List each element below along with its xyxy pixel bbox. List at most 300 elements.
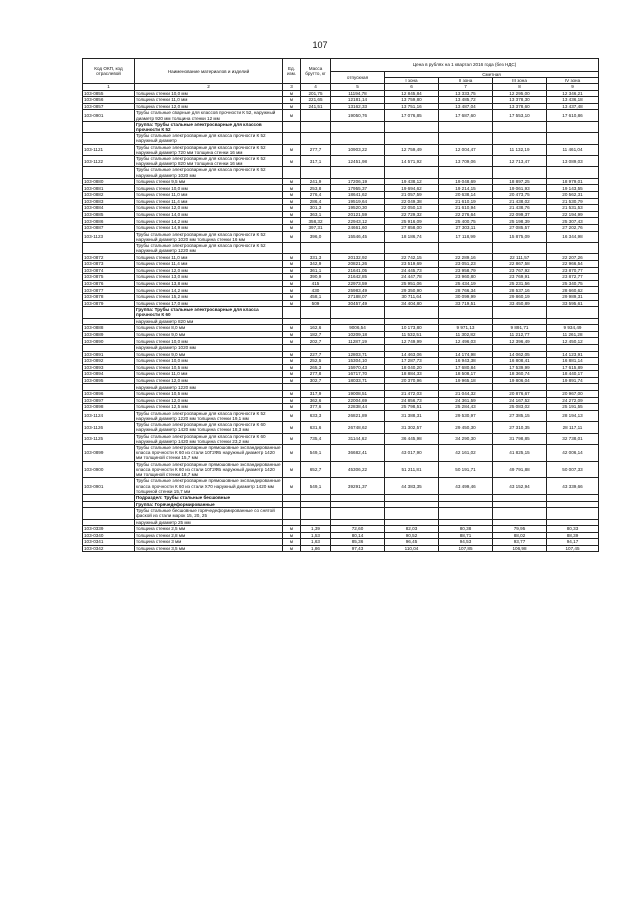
cell-mass: 241,9: [301, 178, 331, 185]
cell-rel: 21642,85: [331, 274, 385, 281]
cell-z4: 32 738,01: [547, 433, 599, 444]
cell-z3: 12 396,49: [493, 338, 547, 345]
cell-z2: 25 284,43: [439, 404, 493, 411]
cell-name: толщина стенки 2,8 мм: [135, 532, 283, 539]
cell-name: толщина стенки 14,0 мм: [135, 211, 283, 218]
cell-unit: м: [283, 144, 301, 155]
cell-rel: 97,43: [331, 545, 385, 552]
cell-rel: 21641,05: [331, 267, 385, 274]
cell-z3: 25 231,56: [493, 280, 547, 287]
cell-rel: 18033,71: [331, 377, 385, 384]
cell-rel: 80,14: [331, 532, 385, 539]
cell-z4: 43 339,66: [547, 478, 599, 495]
cell-mass: 317,9: [301, 391, 331, 398]
price-table: [82, 58, 599, 552]
cell-unit: м: [283, 539, 301, 546]
cell-z1: 10 173,80: [385, 325, 439, 332]
cell-rel: 9006,54: [331, 325, 385, 332]
cell-z3: 23 767,92: [493, 267, 547, 274]
cell-rel: 11194,78: [331, 90, 385, 97]
cell-unit: м: [283, 185, 301, 192]
cell-name: толщина стенки 10,0 мм: [135, 338, 283, 345]
cell-z2: [439, 242, 493, 253]
cell-z4: 22 966,54: [547, 260, 599, 267]
cell-z4: [547, 133, 599, 144]
cell-code: 103-1124: [83, 410, 135, 421]
cell-z4: 13 089,03: [547, 156, 599, 167]
cell-name: толщина стенки 2,5 мм: [135, 526, 283, 533]
cell-name: толщина стенки 8,0 мм: [135, 325, 283, 332]
cell-z3: 17 539,99: [493, 364, 547, 371]
cell-z1: 25 916,09: [385, 218, 439, 225]
cell-name: толщина стенки 14,2 мм: [135, 218, 283, 225]
cell-z4: 13 436,18: [547, 97, 599, 104]
cell-z2: 94,53: [439, 539, 493, 546]
cell-z4: 107,45: [547, 545, 599, 552]
cell-mass: 509: [301, 300, 331, 307]
cell-unit: м: [283, 178, 301, 185]
cell-mass: 430: [301, 287, 331, 294]
cell-z3: 25 083,02: [493, 404, 547, 411]
cell-code: 103-0893: [83, 364, 135, 371]
cell-z3: [493, 318, 547, 325]
cell-z3: 18 897,25: [493, 178, 547, 185]
cell-mass: 735,4: [301, 433, 331, 444]
cell-unit: м: [283, 110, 301, 121]
cell-code: 103-0342: [83, 545, 135, 552]
table-row: [83, 539, 599, 546]
cell-rel: [331, 121, 385, 132]
cell-name: толщина стенки 17,0 мм: [135, 300, 283, 307]
cell-rel: [331, 508, 385, 519]
cell-z3: 17 553,10: [493, 110, 547, 121]
group-row: [83, 121, 599, 132]
cell-code: 103-0855: [83, 90, 135, 97]
cell-code: [83, 242, 135, 253]
cell-code: [83, 307, 135, 318]
table-row: [83, 254, 599, 261]
cell-name: толщина стенки 10,0 мм: [135, 358, 283, 365]
cell-code: 103-0892: [83, 358, 135, 365]
table-row: [83, 231, 599, 242]
cell-unit: м: [283, 192, 301, 199]
header-code: Код ОКП, код отраслевой: [83, 59, 135, 84]
cell-z4: [547, 344, 599, 351]
cell-z3: 27 310,35: [493, 422, 547, 433]
cell-z4: 16 344,98: [547, 231, 599, 242]
cell-rel: [331, 242, 385, 253]
cell-rel: [331, 519, 385, 526]
cell-z2: 27 303,11: [439, 224, 493, 231]
cell-name: Подраздел: Трубы стальные бесшовные: [135, 494, 283, 501]
cell-mass: 302,7: [301, 377, 331, 384]
cell-z2: 25 400,75: [439, 218, 493, 225]
cell-z4: 28 194,13: [547, 410, 599, 421]
cell-z1: 51 211,81: [385, 461, 439, 478]
cell-mass: 1,63: [301, 539, 331, 546]
cell-mass: [301, 384, 331, 391]
cell-z1: 34 404,80: [385, 300, 439, 307]
cell-name: толщина стенки 12,0 мм: [135, 267, 283, 274]
cell-unit: [283, 344, 301, 351]
cell-name: Трубы стальные электросварные для класса прочности К 60 наружный диаметр 1420 мм толщина стенки 23,2 мм: [135, 433, 283, 444]
cell-unit: [283, 167, 301, 178]
table-row: [83, 526, 599, 533]
table-row: [83, 532, 599, 539]
cell-mass: 361,1: [301, 267, 331, 274]
cell-z2: 29 450,30: [439, 422, 493, 433]
table-row: [83, 224, 599, 231]
cell-z2: 18 508,17: [439, 371, 493, 378]
cell-code: 103-0874: [83, 267, 135, 274]
cell-z4: [547, 167, 599, 178]
cell-unit: [283, 133, 301, 144]
cell-code: 103-0339: [83, 526, 135, 533]
cell-z3: [493, 242, 547, 253]
cell-rel: 26748,62: [331, 422, 385, 433]
cell-code: [83, 167, 135, 178]
cell-z2: 13 487,04: [439, 103, 493, 110]
header-name: Наименование материалов и изделий: [135, 59, 283, 84]
cell-z2: [439, 508, 493, 519]
cell-z2: [439, 318, 493, 325]
cell-unit: м: [283, 526, 301, 533]
cell-z2: 21 610,19: [439, 198, 493, 205]
cell-z3: [493, 121, 547, 132]
cell-mass: 549,1: [301, 478, 331, 495]
cell-code: 103-0873: [83, 260, 135, 267]
cell-z2: [439, 501, 493, 508]
cell-z3: 41 825,15: [493, 445, 547, 462]
cell-z4: 9 934,49: [547, 325, 599, 332]
table-row: [83, 410, 599, 421]
cell-z4: 42 006,14: [547, 445, 599, 462]
cell-mass: [301, 508, 331, 519]
cell-z3: [493, 133, 547, 144]
cell-code: 103-1121: [83, 144, 135, 155]
cell-z2: 13 485,72: [439, 97, 493, 104]
cell-name: толщина стенки 11,4 мм: [135, 260, 283, 267]
cell-code: 103-1126: [83, 422, 135, 433]
cell-mass: 458,1: [301, 293, 331, 300]
cell-z4: 11 261,28: [547, 331, 599, 338]
cell-mass: 549,1: [301, 445, 331, 462]
cell-unit: [283, 318, 301, 325]
cell-z3: 19 806,04: [493, 377, 547, 384]
cell-code: 103-0876: [83, 280, 135, 287]
table-row: [83, 391, 599, 398]
cell-z3: 11 132,19: [493, 144, 547, 155]
group-row: [83, 494, 599, 501]
cell-z2: 11 302,82: [439, 331, 493, 338]
cell-z3: 23 769,91: [493, 274, 547, 281]
table-row: [83, 218, 599, 225]
cell-z3: 21 438,76: [493, 205, 547, 212]
cell-z2: 29 530,97: [439, 410, 493, 421]
cell-rel: 15304,10: [331, 358, 385, 365]
cell-mass: 390,9: [301, 274, 331, 281]
cell-z1: [385, 508, 439, 519]
cell-z2: [439, 121, 493, 132]
cell-code: 103-0881: [83, 185, 135, 192]
cell-rel: [331, 307, 385, 318]
cell-z1: 17 287,73: [385, 358, 439, 365]
cell-code: 103-0882: [83, 192, 135, 199]
header-num: 4: [301, 84, 331, 90]
cell-z3: [493, 307, 547, 318]
cell-unit: м: [283, 260, 301, 267]
cell-z2: 12 496,03: [439, 338, 493, 345]
table-row: [83, 90, 599, 97]
cell-code: 103-0884: [83, 205, 135, 212]
cell-z2: 19 965,18: [439, 377, 493, 384]
table-row: [83, 351, 599, 358]
cell-name: толщина стенки 11,0 мм: [135, 254, 283, 261]
cell-z2: [439, 519, 493, 526]
cell-unit: м: [283, 325, 301, 332]
cell-z3: 106,98: [493, 545, 547, 552]
cell-z1: 24 856,73: [385, 397, 439, 404]
cell-z4: 23 870,77: [547, 267, 599, 274]
cell-rel: 22838,44: [331, 404, 385, 411]
cell-unit: м: [283, 433, 301, 444]
cell-code: 103-0857: [83, 103, 135, 110]
cell-z3: 12 295,00: [493, 90, 547, 97]
cell-z3: 13 378,60: [493, 103, 547, 110]
cell-unit: м: [283, 254, 301, 261]
cell-name: толщина стенки 12,0 мм: [135, 205, 283, 212]
table-row: [83, 422, 599, 433]
cell-code: 103-0896: [83, 391, 135, 398]
cell-rel: [331, 494, 385, 501]
cell-z4: 19 143,55: [547, 185, 599, 192]
cell-rel: 10209,18: [331, 331, 385, 338]
cell-z1: 19 438,12: [385, 178, 439, 185]
cell-z2: 13 333,75: [439, 90, 493, 97]
cell-z1: [385, 167, 439, 178]
cell-mass: [301, 121, 331, 132]
cell-name: Трубы стальные электросварные для класса прочности К 52 наружный диаметр 1020 мм толщина стенки 16 мм: [135, 231, 283, 242]
cell-z4: 94,17: [547, 539, 599, 546]
cell-z2: 22 289,16: [439, 254, 493, 261]
cell-z1: [385, 519, 439, 526]
cell-unit: м: [283, 397, 301, 404]
cell-code: 103-0889: [83, 331, 135, 338]
cell-z1: [385, 307, 439, 318]
cell-z4: 25 340,75: [547, 280, 599, 287]
cell-name: Группа: Горячедеформированные: [135, 501, 283, 508]
cell-z3: [493, 344, 547, 351]
cell-name: Группа: Трубы стальные электросварные для классов прочности К 52: [135, 121, 283, 132]
cell-z4: 14 123,91: [547, 351, 599, 358]
cell-z1: 12 749,99: [385, 338, 439, 345]
cell-name: Трубы стальные сварные для классов прочности К 52, наружный диаметр 920 мм толщина стенки 12 мм: [135, 110, 283, 121]
cell-unit: м: [283, 532, 301, 539]
table-row: [83, 185, 599, 192]
cell-name: наружный диаметр 1020 мм: [135, 344, 283, 351]
cell-z1: [385, 121, 439, 132]
cell-mass: 358,32: [301, 218, 331, 225]
cell-unit: [283, 508, 301, 519]
cell-code: 103-0898: [83, 404, 135, 411]
cell-rel: 19520,30: [331, 205, 385, 212]
cell-name: толщина стенки 3,5 мм: [135, 545, 283, 552]
cell-z1: 43 017,90: [385, 445, 439, 462]
cell-mass: [301, 242, 331, 253]
cell-rel: 17206,19: [331, 178, 385, 185]
table-row: [83, 205, 599, 212]
table-row: [83, 318, 599, 325]
cell-z2: [439, 133, 493, 144]
cell-unit: м: [283, 211, 301, 218]
cell-name: толщина стенки 11,4 мм: [135, 198, 283, 205]
cell-unit: м: [283, 280, 301, 287]
cell-mass: 162,6: [301, 325, 331, 332]
cell-rel: [331, 318, 385, 325]
cell-z2: 21 610,94: [439, 205, 493, 212]
cell-name: Группа: Трубы стальные электросварные для класса прочности К 60: [135, 307, 283, 318]
header-unit: Ед. изм.: [283, 59, 301, 84]
cell-code: 103-0899: [83, 445, 135, 462]
cell-rel: 25983,49: [331, 287, 385, 294]
cell-z3: [493, 494, 547, 501]
cell-z2: 21 044,32: [439, 391, 493, 398]
header-num: 1: [83, 84, 135, 90]
cell-name: толщина стенки 9,0 мм: [135, 331, 283, 338]
header-num: 7: [439, 84, 493, 90]
cell-z1: 19 694,62: [385, 185, 439, 192]
cell-z1: 24 447,78: [385, 274, 439, 281]
cell-unit: м: [283, 371, 301, 378]
cell-code: [83, 501, 135, 508]
cell-z2: 80,38: [439, 526, 493, 533]
cell-z4: 88,39: [547, 532, 599, 539]
cell-unit: м: [283, 391, 301, 398]
cell-z4: 12 450,12: [547, 338, 599, 345]
cell-z3: 28 537,16: [493, 287, 547, 294]
cell-unit: м: [283, 293, 301, 300]
cell-z2: [439, 307, 493, 318]
cell-name: наружный диаметр 820 мм: [135, 318, 283, 325]
cell-z1: 20 370,96: [385, 377, 439, 384]
table-row: [83, 110, 599, 121]
cell-z4: 17 615,89: [547, 364, 599, 371]
cell-z1: 29 350,90: [385, 287, 439, 294]
cell-z1: [385, 318, 439, 325]
cell-z1: 96,45: [385, 539, 439, 546]
cell-z3: 31 798,85: [493, 433, 547, 444]
cell-name: толщина стенки 10,0 мм: [135, 90, 283, 97]
cell-unit: м: [283, 103, 301, 110]
cell-unit: м: [283, 404, 301, 411]
cell-z4: 18 979,01: [547, 178, 599, 185]
cell-z1: 36 445,98: [385, 433, 439, 444]
cell-z3: 13 378,30: [493, 97, 547, 104]
cell-rel: 16717,70: [331, 371, 385, 378]
cell-unit: м: [283, 274, 301, 281]
cell-mass: 277,7: [301, 144, 331, 155]
cell-z1: 18 186,74: [385, 231, 439, 242]
cell-rel: 72,60: [331, 526, 385, 533]
table-row: [83, 519, 599, 526]
cell-z1: 14 571,92: [385, 156, 439, 167]
cell-unit: [283, 307, 301, 318]
cell-z1: 82,03: [385, 526, 439, 533]
header-num: 2: [135, 84, 283, 90]
cell-z3: 79,95: [493, 526, 547, 533]
cell-name: Трубы стальные электросварные для класса прочности К 52 наружный диаметр 1220 мм: [135, 242, 283, 253]
cell-code: 103-0340: [83, 532, 135, 539]
cell-z4: 12 346,21: [547, 90, 599, 97]
cell-z3: 12 713,47: [493, 156, 547, 167]
cell-unit: м: [283, 358, 301, 365]
cell-z2: 23 051,23: [439, 260, 493, 267]
cell-rel: 85,36: [331, 539, 385, 546]
cell-rel: 26821,89: [331, 410, 385, 421]
cell-unit: м: [283, 422, 301, 433]
cell-z2: 23 960,80: [439, 274, 493, 281]
page-number: 107: [312, 40, 328, 50]
cell-z3: 43 152,94: [493, 478, 547, 495]
cell-z4: 28 660,62: [547, 287, 599, 294]
cell-z1: 23 519,69: [385, 260, 439, 267]
cell-code: 103-0878: [83, 293, 135, 300]
cell-z3: 15 875,09: [493, 231, 547, 242]
cell-code: 103-0888: [83, 325, 135, 332]
cell-z3: 19 061,93: [493, 185, 547, 192]
cell-mass: [301, 344, 331, 351]
header-num: 8: [493, 84, 547, 90]
cell-z4: [547, 318, 599, 325]
cell-unit: [283, 121, 301, 132]
cell-z2: 30 099,99: [439, 293, 493, 300]
cell-name: толщина стенки 12,5 мм: [135, 404, 283, 411]
cell-z3: [493, 384, 547, 391]
cell-z4: 13 437,48: [547, 103, 599, 110]
cell-z4: 25 307,43: [547, 218, 599, 225]
table-row: [83, 287, 599, 294]
cell-mass: 227,7: [301, 351, 331, 358]
header-zone-3: III зона: [493, 78, 547, 84]
table-row: [83, 445, 599, 462]
cell-code: 103-0901: [83, 478, 135, 495]
table-row: [83, 331, 599, 338]
cell-z4: [547, 519, 599, 526]
cell-unit: м: [283, 478, 301, 495]
table-row: [83, 300, 599, 307]
cell-name: Трубы стальные электросварные для класса прочности К 52 наружный диаметр 820 мм толщина стенки 16 мм: [135, 156, 283, 167]
table-row: [83, 156, 599, 167]
cell-mass: [301, 110, 331, 121]
cell-unit: м: [283, 224, 301, 231]
cell-rel: 12803,71: [331, 351, 385, 358]
header-mass: Масса брутто, кг: [301, 59, 331, 84]
cell-code: [83, 121, 135, 132]
cell-rel: 24661,60: [331, 224, 385, 231]
cell-z3: 88,02: [493, 532, 547, 539]
cell-name: толщина стенки 11,0 мм: [135, 371, 283, 378]
cell-unit: м: [283, 445, 301, 462]
cell-z4: 33 595,61: [547, 300, 599, 307]
cell-rel: 15970,43: [331, 364, 385, 371]
cell-name: наружный диаметр 25 мм: [135, 519, 283, 526]
table-row: [83, 325, 599, 332]
cell-name: толщина стенки 15,2 мм: [135, 293, 283, 300]
cell-code: 103-0875: [83, 274, 135, 281]
table-row: [83, 274, 599, 281]
cell-rel: 12451,98: [331, 156, 385, 167]
cell-mass: 415: [301, 280, 331, 287]
